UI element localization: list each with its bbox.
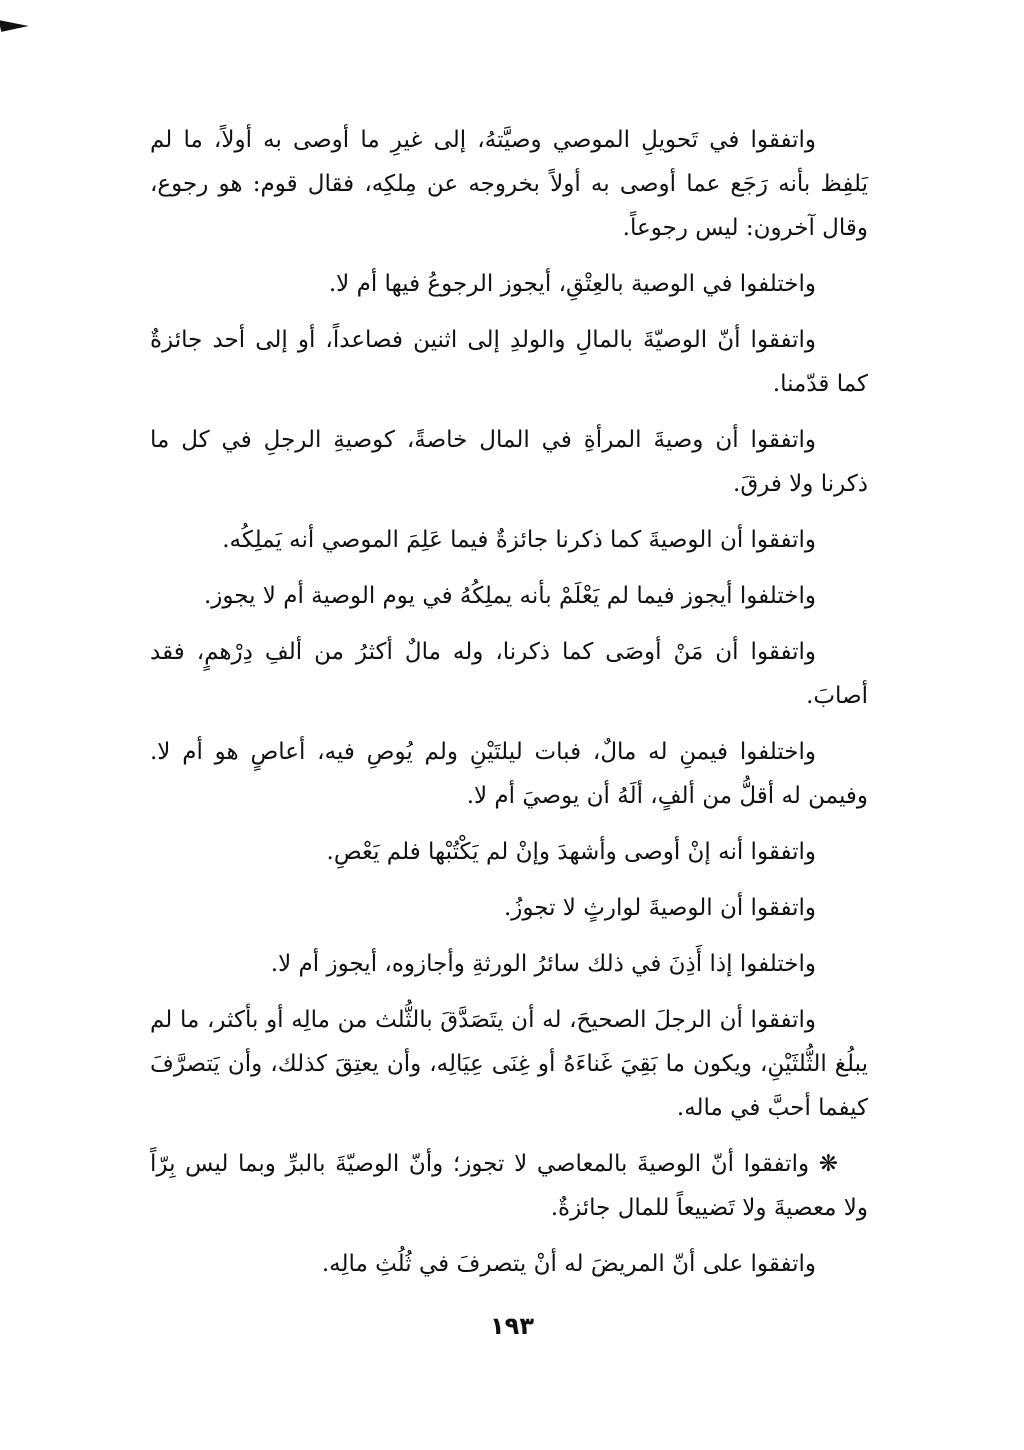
- paragraph-6: واختلفوا أيجوز فيما لم يَعْلَمْ بأنه يملِكُهُ في يوم الوصية أم لا يجوز.: [203, 583, 816, 609]
- paragraph-4: واتفقوا أن وصيةَ المرأةِ في المال خاصةً، كوصيةِ الرجلِ في كل ما ذكرنا ولا فرقَ.: [150, 427, 868, 497]
- paragraph-2: واختلفوا في الوصية بالعِتْقِ، أيجوز الرجوعُ فيها أم لا.: [328, 271, 816, 297]
- paragraph-10: واتفقوا أن الوصيةَ لوارثٍ لا تجوزُ.: [503, 895, 816, 921]
- paragraph-12: واتفقوا أن الرجلَ الصحيحَ، له أن يتَصَدَّقَ بالثُّلث من مالِه أو بأكثر، ما لم يبلُغ الثُّلثَيْنِ، ويكون ما بَقِيَ غَناءَهُ أو غِنَى عِيَالِه، وأن يعتِقَ كذلك، وأن يَتصرَّفَ كيفما أحبَّ في ماله.: [150, 1007, 868, 1121]
- paragraph-9: واتفقوا أنه إنْ أوصى وأشهدَ وإنْ لم يَكْتُبْها فلم يَعْصِ.: [326, 839, 816, 865]
- paragraph-7: واتفقوا أن مَنْ أوصَى كما ذكرنا، وله مالٌ أكثرُ من ألفِ دِرْهمٍ، فقد أصابَ.: [150, 639, 868, 709]
- page-body: [150, 118, 868, 1298]
- paragraph-1: واتفقوا في تَحويلِ الموصي وصيَّتهُ، إلى غيرِ ما أوصى به أولاً، ما لم يَلفِظ بأنه رَجَع عما أوصى به أولاً بخروجه عن مِلكِه، فقال قوم: هو رجوع، وقال آخرون: ليس رجوعاً.: [150, 127, 868, 241]
- paragraph-11: واختلفوا إذا أَذِنَ في ذلك سائرُ الورثةِ وأجازوه، أيجوز أم لا.: [270, 951, 816, 977]
- paragraph-8: واختلفوا فيمنِ له مالٌ، فبات ليلتَيْنِ ولم يُوصِ فيه، أعاصٍ هو أم لا. وفيمن له أقلُّ من ألفٍ، ألَهُ أن يوصيَ أم لا.: [150, 739, 868, 809]
- paragraph-13: ❋ واتفقوا أنّ الوصيةَ بالمعاصي لا تجوز؛ وأنّ الوصيّةَ بالبرِّ وبما ليس بِرّاً ولا معصيةَ ولا تَضييعاً للمال جائزةٌ.: [150, 1151, 868, 1221]
- paragraph-5: واتفقوا أن الوصيةَ كما ذكرنا جائزةٌ فيما عَلِمَ الموصي أنه يَملِكُه.: [222, 527, 816, 553]
- page-number: ١٩٣: [490, 1312, 534, 1340]
- paragraph-14: واتفقوا على أنّ المريضَ له أنْ يتصرفَ في ثُلُثِ مالِه.: [321, 1251, 816, 1277]
- paragraph-3: واتفقوا أنّ الوصيّةَ بالمالِ والولدِ إلى اثنين فصاعداً، أو إلى أحد جائزةٌ كما قدّمنا.: [150, 327, 868, 397]
